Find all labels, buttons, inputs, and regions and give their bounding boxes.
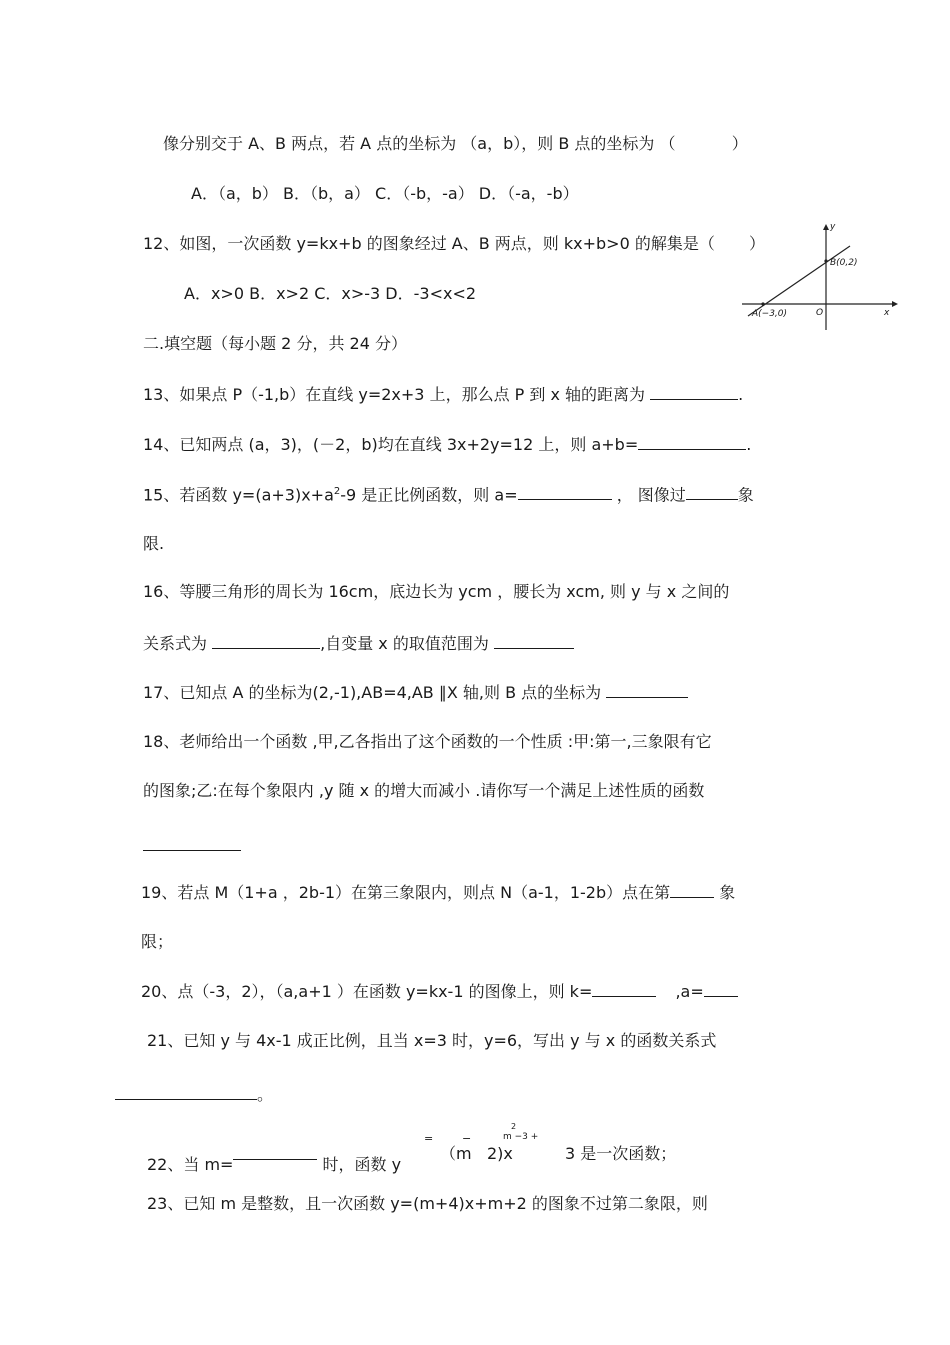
equals-sign: = [424,1132,434,1145]
x-axis-label: x [884,308,890,318]
answer-blank[interactable] [638,433,746,450]
question-23: 23、已知 m 是整数，且一次函数 y=(m+4)x+m+2 的图象不过第二象限，则 [147,1194,708,1213]
expression-power-base: 2)x [487,1144,513,1163]
y-axis-label: y [830,222,836,232]
answer-blank[interactable] [606,681,688,698]
linear-function-graph [738,222,898,332]
text: 15、若函数 y=(a+3)x+a [143,485,334,505]
answer-blank[interactable] [670,881,714,898]
question-21-cont [115,1083,273,1106]
question-17 [143,681,688,704]
exponent: 2 [333,486,341,497]
question-13 [143,383,743,406]
question-15-cont: 限. [143,534,165,553]
question-22 [147,1143,401,1176]
paren-space [681,133,727,149]
y-axis-arrow [823,224,829,230]
answer-blank-a[interactable] [518,483,612,500]
text: 13、如果点 P（-1,b）在直线 y=2x+3 上，那么点 P 到 x 轴的距离为 [143,385,646,404]
text: 时，函数 y [322,1155,402,1174]
answer-blank-relation[interactable] [212,632,320,649]
exponent: m −3 + [503,1132,539,1142]
text: 象 [719,883,736,902]
text: 12、如图，一次函数 y=kx+b 的图象经过 A、B 两点，则 kx+b>0 的解集是（ [143,234,715,253]
question-14 [143,433,751,456]
question-12 [143,233,765,255]
section-title: 二.填空题（每小题 2 分，共 24 分） [143,334,407,353]
text: 像分别交于 A、B 两点，若 A 点的坐标为 （a，b），则 B 点的坐标为 （ [163,134,676,153]
question-15 [143,481,754,506]
text: 19、若点 M（1+a ，2b-1）在第三象限内，则点 N（a-1，1-2b）点在第 [141,883,671,902]
text: ， 图像过 [616,485,686,505]
text: 17、已知点 A 的坐标为(2,-1),AB=4,AB ∥X 轴,则 B 点的坐标为 [143,683,602,702]
question-19-cont: 限； [141,932,174,951]
question-11-options: A．（a，b） B．（b，a） C．（-b，-a） D．（-a，-b） [191,184,579,203]
question-20 [141,980,738,1003]
text: 关系式为 [143,634,208,653]
question-16-cont [143,632,574,655]
text: ） [731,134,748,153]
answer-blank[interactable] [115,1083,257,1100]
answer-blank-range[interactable] [494,632,574,649]
text: 20、点（-3，2），（a,a+1 ）在函数 y=kx-1 的图像上，则 k= [141,982,593,1001]
point-a-mark [761,302,764,305]
answer-blank-function[interactable] [143,850,241,851]
answer-blank[interactable] [233,1143,317,1160]
text: ,a= [675,982,704,1001]
point-b-mark [824,259,827,262]
text: . [746,435,752,454]
question-18-cont: 的图象;乙:在每个象限内 ,y 随 x 的增大而减小 .请你写一个满足上述性质的函数 [143,781,705,800]
text: 14、已知两点 (a，3)，(－2，b)均在直线 3x+2y=12 上，则 a+b= [143,435,639,454]
minus-sign: − [462,1132,472,1145]
text: ,自变量 x 的取值范围为 [320,634,489,653]
x-axis-arrow [892,301,898,307]
question-16: 16、等腰三角形的周长为 16cm，底边长为 ycm ，腰长为 xcm, 则 y 与 x 之间的 [143,582,730,601]
question-22-end: 3 是一次函数； [565,1144,677,1163]
question-21: 21、已知 y 与 4x-1 成正比例，且当 x=3 时，y=6，写出 y 与 x 的函数关系式 [147,1031,717,1050]
text: -9 是正比例函数，则 a= [340,485,518,505]
point-b-label: B(0,2) [830,258,858,268]
question-19 [141,881,735,904]
expression-coefficient: （m [440,1144,472,1163]
point-a-label: A(−3,0) [752,309,788,319]
text: 。 [257,1085,274,1104]
question-12-options: A．x>0 B．x>2 C．x>-3 D．-3<x<2 [184,284,477,303]
answer-blank[interactable] [650,383,738,400]
origin-label: O [816,308,824,318]
exponent-two: 2 [511,1122,517,1131]
text: . [738,385,744,404]
answer-blank-k[interactable] [592,980,656,997]
answer-blank-a[interactable] [704,980,738,997]
answer-blank-quadrant[interactable] [686,483,738,500]
text: 象 [737,485,754,505]
text: ） [749,234,766,253]
question-18: 18、老师给出一个函数 ,甲,乙各指出了这个函数的一个性质 :甲:第一,三象限有它 [143,732,712,751]
text: 22、当 m= [147,1155,234,1174]
question-11-stem [163,133,748,155]
